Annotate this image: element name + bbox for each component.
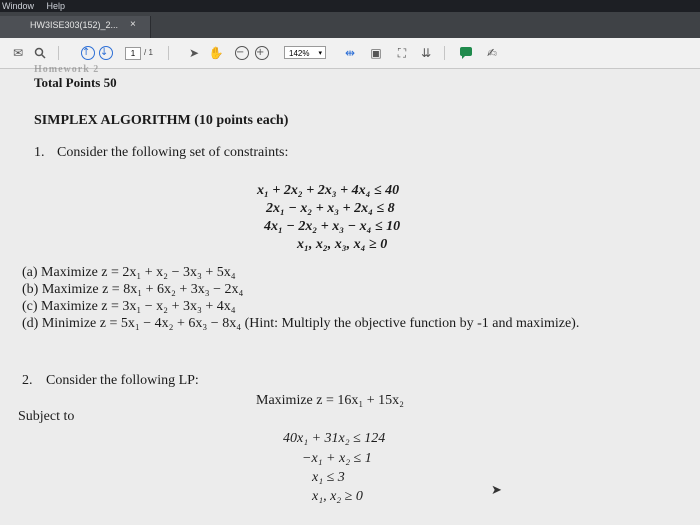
- read-mode-icon[interactable]: ⛶: [397, 45, 407, 60]
- q1-part-d: (d) Minimize z = 5x₁ − 4x₂ + 6x₃ − 8x₄ (Hint: Multiply the objective function by -1 and maximize).: [22, 316, 580, 331]
- q1-part-a: (a) Maximize z = 2x₁ + x₂ − 3x₃ + 5x₄: [22, 265, 236, 280]
- q2-constraint-1: 40x₁ + 31x₂ ≤ 124: [283, 431, 386, 446]
- tools-icon[interactable]: ⇊: [420, 46, 432, 60]
- toolbar: [0, 38, 700, 69]
- tab-close-icon[interactable]: ×: [130, 19, 136, 30]
- document-tab[interactable]: [0, 16, 151, 38]
- page-total: / 1: [144, 48, 153, 57]
- q1-number: 1.: [34, 145, 45, 160]
- q2-constraint-2: −x₁ + x₂ ≤ 1: [302, 451, 372, 466]
- zoom-select[interactable]: [284, 46, 326, 59]
- search-icon[interactable]: [32, 45, 48, 61]
- q2-text: Consider the following LP:: [46, 373, 199, 388]
- menu-window[interactable]: Window: [2, 1, 35, 11]
- pdf-page: [0, 64, 700, 525]
- q2-objective: Maximize z = 16x₁ + 15x₂: [256, 393, 405, 408]
- zoom-value: 142%: [289, 49, 310, 58]
- q2-number: 2.: [22, 373, 33, 388]
- q1-text: Consider the following set of constraints:: [57, 145, 289, 160]
- pointer-icon[interactable]: ➤: [188, 46, 200, 60]
- hand-icon[interactable]: ✋: [208, 46, 224, 60]
- zoom-out-icon[interactable]: −: [234, 45, 250, 61]
- section-title: SIMPLEX ALGORITHM (10 points each): [34, 113, 289, 128]
- fit-page-icon[interactable]: ▣: [370, 46, 382, 60]
- q1-part-b: (b) Maximize z = 8x₁ + 6x₂ + 3x₃ − 2x₄: [22, 282, 244, 297]
- q2-constraint-4: x₁, x₂ ≥ 0: [312, 489, 363, 504]
- tab-title: HW3ISE303(152)_2...: [30, 20, 119, 30]
- zoom-in-icon[interactable]: +: [254, 45, 270, 61]
- sign-icon[interactable]: ✍: [486, 46, 498, 60]
- total-points: Total Points 50: [34, 75, 117, 90]
- q1-part-c: (c) Maximize z = 3x₁ − x₂ + 3x₃ + 4x₄: [22, 299, 236, 314]
- q1-constraint-2: 2x₁ − x₂ + x₃ + 2x₄ ≤ 8: [266, 201, 395, 216]
- tab-bar: [0, 12, 700, 38]
- page-down-icon[interactable]: ↓: [98, 45, 114, 61]
- fit-width-icon[interactable]: ⇹: [344, 46, 356, 60]
- q2-subject-to: Subject to: [18, 409, 75, 424]
- page-number-input[interactable]: 1: [125, 47, 141, 60]
- comment-icon[interactable]: [458, 45, 474, 61]
- q2-constraint-3: x₁ ≤ 3: [312, 470, 345, 485]
- cut-off-header: Homework 2: [34, 64, 100, 75]
- page-up-icon[interactable]: ↑: [80, 45, 96, 61]
- q1-constraint-1: x₁ + 2x₂ + 2x₃ + 4x₄ ≤ 40: [257, 183, 400, 198]
- q1-constraint-4: x₁, x₂, x₃, x₄ ≥ 0: [297, 237, 388, 252]
- menu-help[interactable]: Help: [46, 1, 66, 11]
- mail-icon[interactable]: ✉: [12, 46, 24, 60]
- mouse-cursor-icon: ➤: [491, 483, 502, 498]
- menu-bar: [0, 0, 700, 12]
- q1-constraint-3: 4x₁ − 2x₂ + x₃ − x₄ ≤ 10: [264, 219, 401, 234]
- chevron-down-icon: ▾: [318, 50, 322, 57]
